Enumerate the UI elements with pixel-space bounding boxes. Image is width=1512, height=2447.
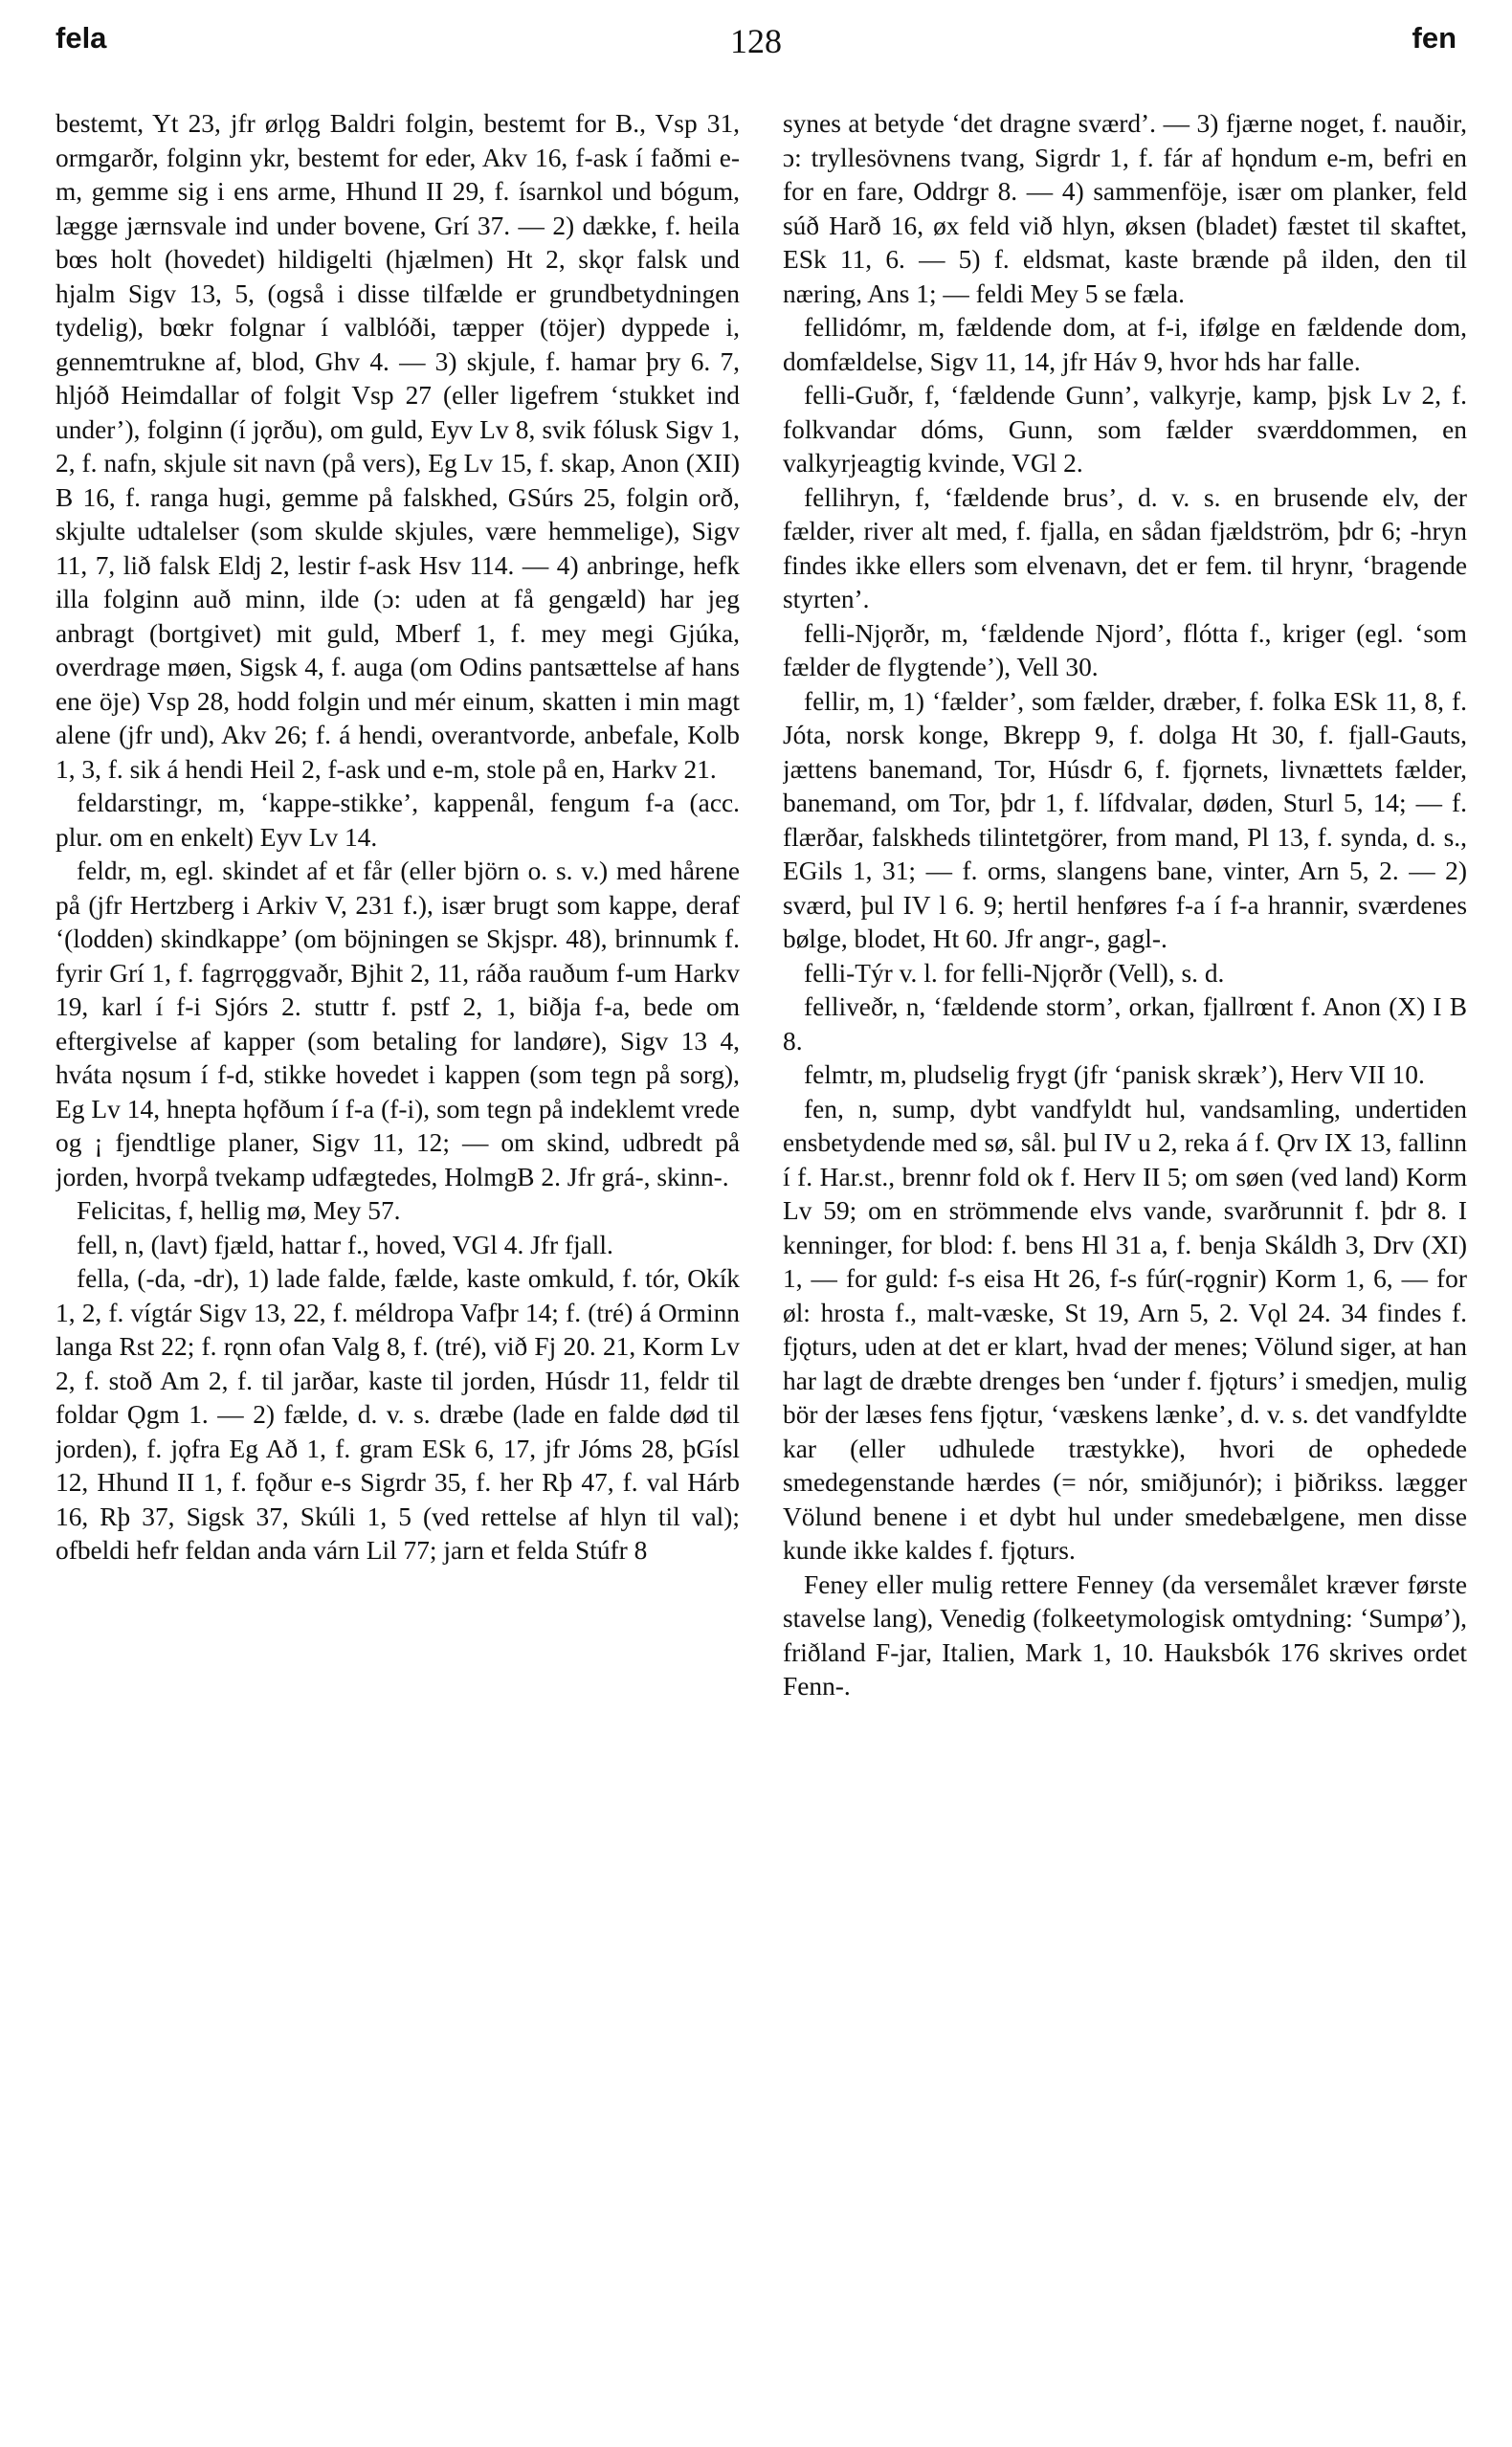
entry-fella: fella, (-da, -dr), 1) lade falde, fælde, kaste omkuld, f. tór, Okík 1, 2, f. vígtár Sigv 13, 22, f. méldropa Vafþr 14; f. (tré) á Orminn langa Rst 22; f. rǫnn ofan Valg 8, f. (tré), við Fj 20. 21, Korm Lv 2, f. stoð Am 2, f. til jarðar, kaste til jorden, Húsdr 11, feldr til foldar Ǫgm 1. — 2) fælde, d. v. s. dræbe (lade en falde død til jorden), f. jǫfra Eg Að 1, f. gram ESk 6, 17, jfr Jóms 28, þGísl 12, Hhund II 1, f. fǫður e-s Sigrdr 35, f. her Rþ 47, f. val Hárb 16, Rþ 37, Sigsk 37, Skúli 1, 5 (ved rettelse af hlyn til val); ofbeldi hefr feldan anda várn Lil 77; jarn et felda Stúfr 8 — [56, 1264, 740, 1565]
entry-felli-tyr: felli-Týr v. l. for felli-Njǫrðr (Vell), s. d. — [804, 958, 1225, 988]
entry-fellidomr: fellidómr, m, fældende dom, at f-i, ifølge en fældende dom, domfældelse, Sigv 11, 14, jfr Háv 9, hvor hds har falle. — [783, 313, 1467, 376]
entry-continuation-fela: bestemt, Yt 23, jfr ørlǫg Baldri folgin, bestemt for B., Vsp 31, ormgarðr, folginn ykr, bestemt for eder, Akv 16, f-ask í faðmi e-m, gemme sig i ens arme, Hhund II 29, f. ísarnkol und bógum, lægge jærnsvale ind under bovene, Grí 37. — 2) dække, f. heila bœs holt (hovedet) hildigelti (hjælmen) Ht 2, skǫr falsk und hjalm Sigv 13, 5, (også i disse tilfælde er grundbetydningen tydelig), bœkr folgnar í valblóði, tæpper (töjer) dyppede i, gennemtrukne af, blod, Ghv 4. — 3) skjule, f. hamar þry 6. 7, hljóð Heimdallar of folgit Vsp 27 (eller ligefrem ‘stukket ind under’), folginn (í jǫrðu), om guld, Eyv Lv 8, svik fólusk Sigv 1, 2, f. nafn, skjule sit navn (på vers), Eg Lv 15, f. skap, Anon (XII) B 16, f. ranga hugi, gemme på falskhed, GSúrs 25, folgin orð, skjulte udtalelser (som skulde skjules, være hemmelige), Sigv 11, 7, lið falsk Eldj 2, lestir f-ask Hsv 114. — 4) anbringe, hefk illa folginn auð minn, ilde (ɔ: uden at få gengæld) har jeg anbragt (bortgivet) mit guld, Mberf 1, f. mey megi Gjúka, overdrage møen, Sigsk 4, f. auga (om Odins pantsættelse af hans ene öje) Vsp 28, hodd folgin und mér einum, skatten i min magt alene (jfr und), Akv 26; f. á hendi, overantvorde, anbefale, Kolb 1, 3, f. sik á hendi Heil 2, f-ask und e-m, stole på en, Harkv 21. — [56, 109, 740, 784]
entry-felmtr: felmtr, m, pludselig frygt (jfr ‘panisk skræk’), Herv VII 10. — [804, 1060, 1425, 1089]
entry-felliverdr: felliveðr, n, ‘fældende storm’, orkan, fjallrœnt f. Anon (X) I B 8. — [783, 992, 1467, 1056]
entry-felli-njordr: felli-Njǫrðr, m, ‘fældende Njord’, flótta f., kriger (egl. ‘som fælder de flygtende’), Vell 30. — [783, 618, 1467, 681]
entry-fellihryn: fellihryn, f, ‘fældende brus’, d. v. s. en brusende elv, der fælder, river alt med, f. fjalla, en sådan fjældström, þdr 6; -hryn findes ikke ellers som elvenavn, det er fem. til hrynr, ‘bragende styrten’. — [783, 482, 1467, 613]
page-number: 128 — [730, 22, 782, 60]
left-column — [56, 107, 740, 2423]
entry-continuation-fella: synes at betyde ‘det dragne sværd’. — 3) fjærne noget, f. nauðir, ɔ: tryllesövnens tvang, Sigrdr 1, f. fár af hǫndum e-m, befri en for en fare, Oddrgr 8. — 4) sammenföje, især om planker, feld súð Harð 16, øx feld við hlyn, øksen (bladet) fæstet til skaftet, ESk 11, 6. — 5) f. eldsmat, kaste brænde på ilden, den til næring, Ans 1; — feldi Mey 5 se fæla. — [783, 109, 1467, 308]
entry-feldarstingr: feldarstingr, m, ‘kappe-stikke’, kappenål, fengum f-a (acc. plur. om en enkelt) Eyv Lv 14. — [56, 789, 740, 852]
entry-fellir: fellir, m, 1) ‘fælder’, som fælder, dræber, f. folka ESk 11, 8, f. Jóta, norsk konge, Bkrepp 9, f. dolga Ht 30, f. fjall-Gauts, jættens banemand, Tor, Húsdr 6, f. fjǫrnets, livnættets fælder, banemand, om Tor, þdr 1, f. lífdvalar, døden, Sturl 5, 14; — f. flærðar, falskheds tilintetgörer, from mand, Pl 13, f. synda, d. s., EGils 1, 31; — f. orms, slangens bane, vinter, Arn 5, 2. — 2) sværd, þul IV l 6. 9; hertil henføres f-a í f-a hrannir, sværdenes bølge, blodet, Ht 60. Jfr angr-, gagl-. — [783, 686, 1467, 953]
page-header — [50, 21, 1462, 69]
entry-felicitas: Felicitas, f, hellig mø, Mey 57. — [77, 1196, 401, 1225]
entry-felli-gudr: felli-Guðr, f, ‘fældende Gunn’, valkyrje, kamp, þjsk Lv 2, f. folkvandar dóms, Gunn, som fælder sværddommen, en valkyrjeagtig kvinde, VGl 2. — [783, 381, 1467, 478]
entry-feldr: feldr, m, egl. skindet af et får (eller björn o. s. v.) med hårene på (jfr Hertzberg i Arkiv V, 231 f.), især brugt som kappe, deraf ‘(lodden) skindkappe’ (om böjningen se Skjspr. 48), brinnumk f. fyrir Grí 1, f. fagrrǫggvaðr, Bjhit 2, 11, ráða rauðum f-um Harkv 19, karl í f-i Sjórs 2. stuttr f. pstf 2, 1, biðja f-a, bede om eftergivelse af kapper (som betaling for landøre), Sigv 13 4, hváta nǫsum í f-d, stikke hovedet i kappen (som tegn på sorg), Eg Lv 14, hnepta hǫfðum í f-a (f-i), som tegn på indeklemt vrede og ¡ fjendtlige planer, Sigv 11, 12; — om skind, udbredt på jorden, hvorpå tvekamp udfægtedes, HolmgB 2. Jfr grá-, skinn-. — [56, 856, 740, 1191]
entry-feney: Feney eller mulig rettere Fenney (da versemålet kræver første stavelse lang), Venedig (folkeetymologisk omtydning: ‘Sumpø’), friðland F-jar, Italien, Mark 1, 10. Hauksbók 176 skrives ordet Fenn-. — [783, 1569, 1467, 1701]
right-guide-word: fen — [1412, 21, 1456, 55]
entry-fell: fell, n, (lavt) fjæld, hattar f., hoved, VGl 4. Jfr fjall. — [77, 1230, 613, 1259]
right-column — [783, 107, 1467, 2423]
left-guide-word: fela — [56, 21, 107, 55]
entry-fen: fen, n, sump, dybt vandfyldt hul, vandsamling, undertiden ensbetydende med sø, sål. þul IV u 2, reka á f. Ǫrv IX 13, fallinn í f. Har.st., brennr fold ok f. Herv II 5; om søen (ved land) Korm Lv 59; om en strömmende elvs vande, svarðrunnit f. þdr 8. I kenninger, for blod: f. bens Hl 31 a, f. benja Skáldh 3, Drv (XI) 1, — for guld: f-s eisa Ht 26, f-s fúr(-rǫgnir) Korm 1, 6, — for øl: hrosta f., malt-væske, St 19, Arn 5, 2. Vǫl 24. 34 findes f. fjǫturs, uden at det er klart, hvad der menes; Völund siger, at han har lagt de dræbte drenges ben ‘under f. fjǫturs’ i smedjen, mulig bör der læses fens fjǫtur, ‘væskens lænke’, d. v. s. det vandfyldte kar (eller udhulede træstykke), hvori de ophedede smedegenstande hærdes (= nór, smiðjunór); i þiðrikss. lægger Völund benene i et dybt hul under smedebælgene, men disse kunde ikke kaldes f. fjǫturs. — [783, 1094, 1467, 1565]
